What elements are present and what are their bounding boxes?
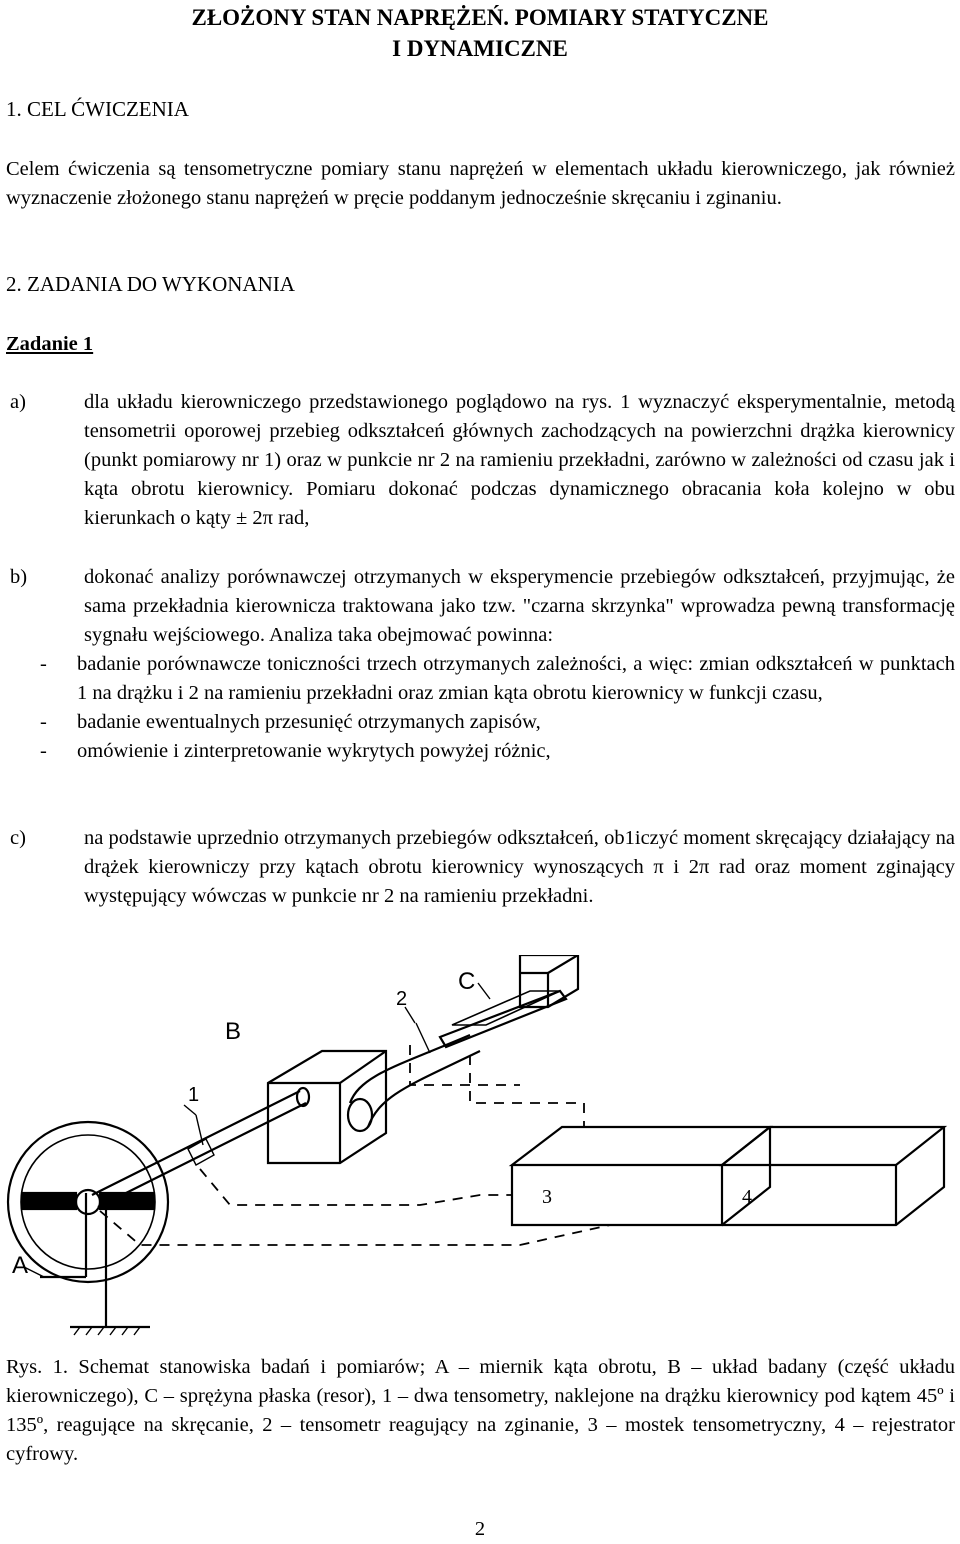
section-1-paragraph: Celem ćwiczenia są tensometryczne pomiary stanu naprężeń w elementach układu kierowniczego, jak również wyznaczenie złożonego stanu naprężeń w pręcie poddanym jednocześnie skręcaniu i zginaniu. (6, 158, 955, 209)
item-c-marker: c) (10, 827, 26, 849)
test-stand-diagram (0, 955, 960, 1340)
task-item-c (6, 824, 955, 911)
section-1-heading: 1. CEL ĆWICZENIA (6, 97, 189, 121)
bullet-dash: - (40, 653, 47, 675)
bullet-item (6, 708, 955, 737)
document-title (0, 2, 960, 64)
bullet-dash: - (40, 711, 47, 733)
figure-label-3: 3 (542, 1186, 552, 1208)
bullet-text: omówienie i zinterpretowanie wykrytych powyżej różnic, (77, 740, 551, 762)
bullet-item (6, 650, 955, 708)
bullet-dash: - (40, 740, 47, 762)
task-title: Zadanie 1 (6, 333, 94, 355)
item-a-text: dla układu kierowniczego przedstawionego poglądowo na rys. 1 wyznaczyć eksperymentalnie, metodą tensometrii oporowej przebieg odkształceń głównych zachodzących na powierzchni drążka kierownicy (punkt pomiarowy nr 1) oraz w punkcie nr 2 na ramieniu przekładni, zarówno w zależności od czasu jak i kąta obrotu kierownicy. Pomiaru dokonać podczas dynamicznego obracania koła kolejno w obu kierunkach o kąty ± 2π rad, (84, 391, 955, 529)
task-item-a (6, 388, 955, 533)
figure-label-4: 4 (742, 1186, 752, 1208)
item-c-text: na podstawie uprzednio otrzymanych przebiegów odkształceń, ob1iczyć moment skręcający działający na drążek kierowniczy przy kątach obrotu kierownicy wynoszących π i 2π rad oraz moment zginający występujący wówczas w punkcie nr 2 na ramieniu przekładni. (84, 827, 955, 907)
item-b-text: dokonać analizy porównawczej otrzymanych w eksperymencie przebiegów odkształceń, przyjmując, że sama przekładnia kierownicza traktowana jako tzw. "czarna skrzynka" wprowadza pewną transformację sygnału wejściowego. Analiza taka obejmować powinna: (84, 566, 955, 646)
item-b-marker: b) (10, 566, 28, 588)
item-a-marker: a) (10, 391, 26, 413)
figure-label-B: B (225, 1018, 242, 1045)
item-b-bullets (6, 650, 955, 766)
page-number: 2 (474, 1518, 486, 1540)
figure-label-2: 2 (396, 988, 408, 1010)
title-line-1: ZŁOŻONY STAN NAPRĘŻEŃ. POMIARY STATYCZNE (191, 5, 769, 30)
task-item-b (6, 563, 955, 766)
figure-label-A: A (12, 1252, 29, 1279)
figure-caption: Rys. 1. Schemat stanowiska badań i pomiarów; A – miernik kąta obrotu, B – układ badany (część układu kierowniczego), C – sprężyna płaska (resor), 1 – dwa tensometry, naklejone na drążku kierownicy pod kątem 45º i 135º, reagujące na skręcanie, 2 – tensometr reagujący na zginanie, 3 – mostek tensometryczny, 4 – rejestrator cyfrowy. (6, 1356, 955, 1465)
figure-label-1: 1 (188, 1084, 200, 1106)
bullet-item (6, 737, 955, 766)
title-line-2: I DYNAMICZNE (392, 36, 568, 61)
figure-label-C: C (458, 968, 476, 995)
section-2-heading: 2. ZADANIA DO WYKONANIA (6, 272, 295, 296)
bullet-text: badanie ewentualnych przesunięć otrzymanych zapisów, (77, 711, 541, 733)
figure-test-stand (0, 955, 960, 1340)
bullet-text: badanie porównawcze toniczności trzech otrzymanych zależności, a więc: zmian odkształceń w punktach 1 na drążku i 2 na ramieniu przekładni oraz zmian kąta obrotu kierownicy w funkcji czasu, (77, 653, 955, 704)
